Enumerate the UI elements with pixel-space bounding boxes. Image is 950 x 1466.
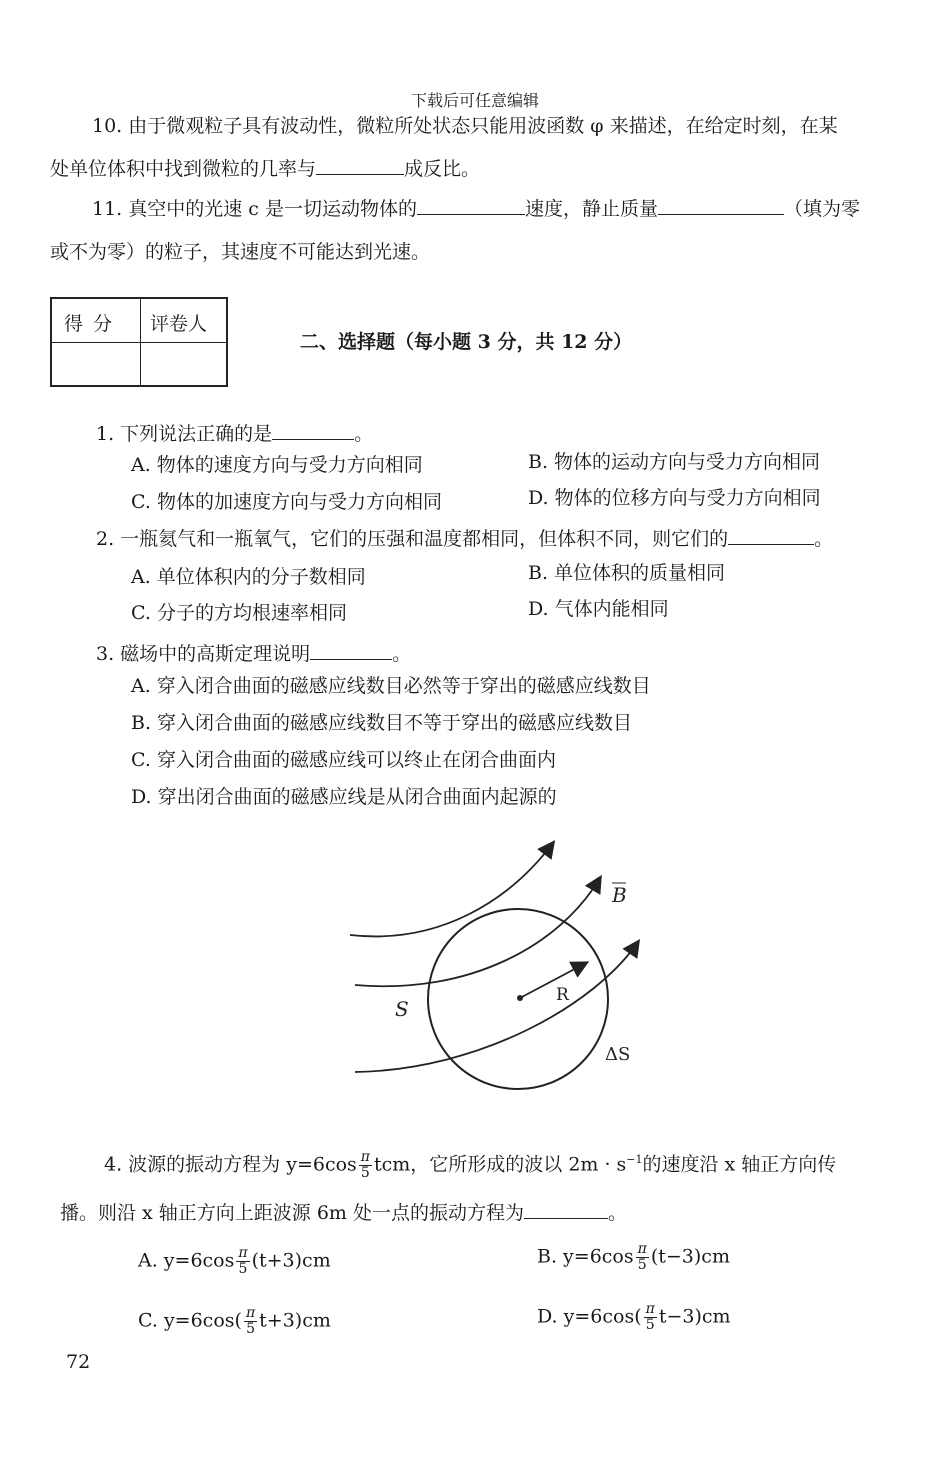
mc1-option-d[interactable]: D. 物体的位移方向与受力方向相同 xyxy=(528,487,821,509)
q11-line2: 或不为零）的粒子，其速度不可能达到光速。 xyxy=(50,241,431,263)
mc2-stem-tail: 。 xyxy=(814,528,834,550)
field-line-1 xyxy=(350,843,553,936)
mc3-option-b[interactable]: B. 穿入闭合曲面的磁感应线数目不等于穿出的磁感应线数目 xyxy=(131,712,633,734)
label-r: R xyxy=(556,985,569,1005)
mc2-option-d[interactable]: D. 气体内能相同 xyxy=(528,598,669,620)
mc3-option-d[interactable]: D. 穿出闭合曲面的磁感应线是从闭合曲面内起源的 xyxy=(131,786,557,808)
mc4-line2-text: 播。则沿 x 轴正方向上距波源 6m 处一点的振动方程为 xyxy=(60,1202,524,1224)
q11-text-b: 速度，静止质量 xyxy=(524,198,658,220)
mc3-stem-text: 3. 磁场中的高斯定理说明 xyxy=(96,643,311,665)
mc2-option-c[interactable]: C. 分子的方均根速率相同 xyxy=(131,602,347,624)
grader-label: 评卷人 xyxy=(150,313,208,335)
mc4-blank[interactable] xyxy=(524,1200,608,1219)
page-number: 72 xyxy=(66,1351,91,1373)
label-s: S xyxy=(395,997,409,1021)
q10-line2-text: 处单位体积中找到微粒的几率与 xyxy=(50,158,317,180)
mc3-stem-tail: 。 xyxy=(392,643,412,665)
mc4-stem-line2 xyxy=(60,1200,627,1225)
mc2-option-a[interactable]: A. 单位体积内的分子数相同 xyxy=(131,566,366,588)
mc4-line2-tail: 。 xyxy=(607,1202,627,1224)
mc4-sup: −1 xyxy=(626,1153,643,1166)
mc4-option-b[interactable]: B. y=6cos $\frac{\pi}{5}$ (t−3)cm xyxy=(537,1241,730,1273)
mc2-stem-text: 2. 一瓶氦气和一瓶氧气，它们的压强和温度都相同，但体积不同，则它们的 xyxy=(96,528,729,550)
field-line-2 xyxy=(355,878,600,986)
mc1-stem-text: 1. 下列说法正确的是 xyxy=(96,423,273,445)
mc4-option-d[interactable]: D. y=6cos( $\frac{\pi}{5}$ t−3)cm xyxy=(537,1301,731,1333)
mc4-option-a[interactable]: A. y=6cos $\frac{\pi}{5}$ (t+3)cm xyxy=(138,1245,331,1277)
score-label: 得分 xyxy=(64,313,123,335)
mc1-stem-tail: 。 xyxy=(354,423,374,445)
mc1-option-b[interactable]: B. 物体的运动方向与受力方向相同 xyxy=(528,451,821,473)
q10-line2-tail: 成反比。 xyxy=(404,158,481,180)
mc4-text-b: tcm，它所形成的波以 2m · s xyxy=(373,1153,627,1176)
mc4-stem-fraction: $\frac{\pi}{5}$ xyxy=(360,1148,370,1181)
mc2-option-b[interactable]: B. 单位体积的质量相同 xyxy=(528,562,726,584)
mc3-option-a[interactable]: A. 穿入闭合曲面的磁感应线数目必然等于穿出的磁感应线数目 xyxy=(131,675,651,697)
label-delta-s: ΔS xyxy=(605,1044,631,1065)
mc4-option-c[interactable]: C. y=6cos( $\frac{\pi}{5}$ t+3)cm xyxy=(138,1305,331,1337)
page-header: 下载后可任意编辑 xyxy=(410,91,539,110)
radius-arrow xyxy=(520,963,586,998)
mc4-stem-line1 xyxy=(104,1148,836,1181)
section-title: 二、选择题（每小题 3 分，共 12 分） xyxy=(300,331,633,353)
q10-line1: 10. 由于微观粒子具有波动性，微粒所处状态只能用波函数 φ 来描述，在给定时刻，在某 xyxy=(92,115,838,137)
mc1-option-c[interactable]: C. 物体的加速度方向与受力方向相同 xyxy=(131,491,442,513)
mc4-text-a: 4. 波源的振动方程为 y=6cos xyxy=(104,1153,357,1176)
mc1-option-a[interactable]: A. 物体的速度方向与受力方向相同 xyxy=(131,454,423,476)
q11-text-a: 11. 真空中的光速 c 是一切运动物体的 xyxy=(92,198,417,220)
label-b: B xyxy=(612,883,627,907)
q11-text-c: （填为零 xyxy=(784,198,861,220)
mc4-text-c: 的速度沿 x 轴正方向传 xyxy=(642,1153,837,1176)
mc3-option-c[interactable]: C. 穿入闭合曲面的磁感应线可以终止在闭合曲面内 xyxy=(131,749,556,771)
